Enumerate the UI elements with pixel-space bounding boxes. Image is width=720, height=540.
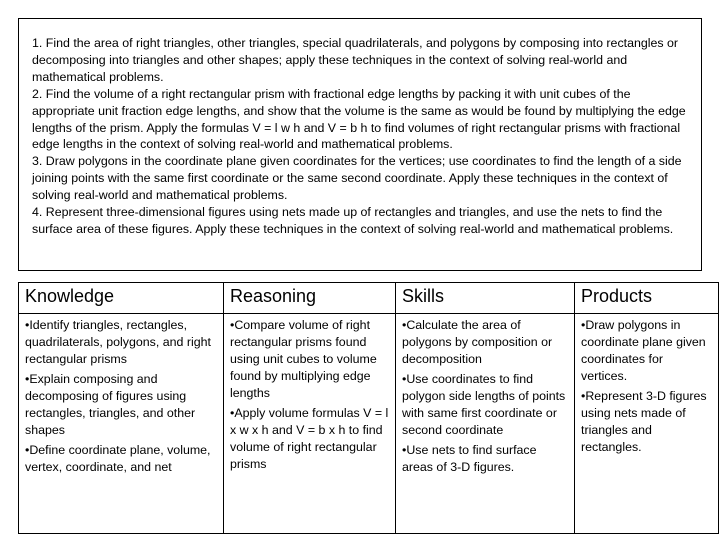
learning-targets-table: [18, 282, 719, 534]
header-knowledge: Knowledge: [19, 283, 224, 314]
standard-item: 1. Find the area of right triangles, other triangles, special quadrilaterals, and polygons by composing into rectangles or decomposing into triangles and other shapes; apply these techniques in the context of solving real-world and mathematical problems.: [32, 36, 679, 84]
header-reasoning: Reasoning: [224, 283, 396, 314]
knowledge-cell: [19, 314, 224, 534]
products-cell: [575, 314, 719, 534]
standard-item: 3. Draw polygons in the coordinate plane given coordinates for the vertices; use coordinates to find the length of a side joining points with the same first coordinate or the same second coordinate. Apply these techniques in the context of solving real-world and mathematical problems.: [32, 154, 682, 203]
list-item: •Calculate the area of polygons by composition or decomposition: [402, 318, 553, 366]
list-item: •Explain composing and decomposing of figures using rectangles, triangles, and other shapes: [25, 372, 196, 437]
standard-item: 4. Represent three-dimensional figures using nets made up of rectangles and triangles, and use the nets to find the surface area of these figures. Apply these techniques in the context of solving real-world and mathematical problems.: [32, 205, 674, 236]
list-item: •Use nets to find surface areas of 3-D figures.: [402, 443, 537, 474]
standards-box: [18, 18, 702, 271]
skills-cell: [396, 314, 575, 534]
list-item: •Draw polygons in coordinate plane given coordinates for vertices.: [581, 318, 706, 383]
standard-item: 2. Find the volume of a right rectangular prism with fractional edge lengths by packing it with unit cubes of the appropriate unit fraction edge lengths, and show that the volume is the same as would be found by multiplying the edge lengths of the prism. Apply the formulas V = l w h and V = b h to find volumes of right rectangular prisms with fractional edge lengths in the context of solving real-world and mathematical problems.: [32, 86, 686, 152]
table-header-row: [19, 283, 719, 314]
list-item: •Identify triangles, rectangles, quadrilaterals, polygons, and right rectangular prisms: [25, 318, 211, 366]
list-item: •Use coordinates to find polygon side lengths of points with same first coordinate or second coordinate: [402, 372, 566, 437]
list-item: •Represent 3-D figures using nets made of triangles and rectangles.: [581, 389, 707, 454]
header-skills: Skills: [396, 283, 575, 314]
list-item: •Compare volume of right rectangular prisms found using unit cubes to volume found by multiplying edge lengths: [230, 318, 377, 400]
list-item: •Apply volume formulas V = l x w x h and V = b x h to find volume of right rectangular prisms: [230, 406, 389, 471]
reasoning-cell: [224, 314, 396, 534]
list-item: •Define coordinate plane, volume, vertex, coordinate, and net: [25, 443, 211, 474]
header-products: Products: [575, 283, 719, 314]
table-row: [19, 314, 719, 534]
